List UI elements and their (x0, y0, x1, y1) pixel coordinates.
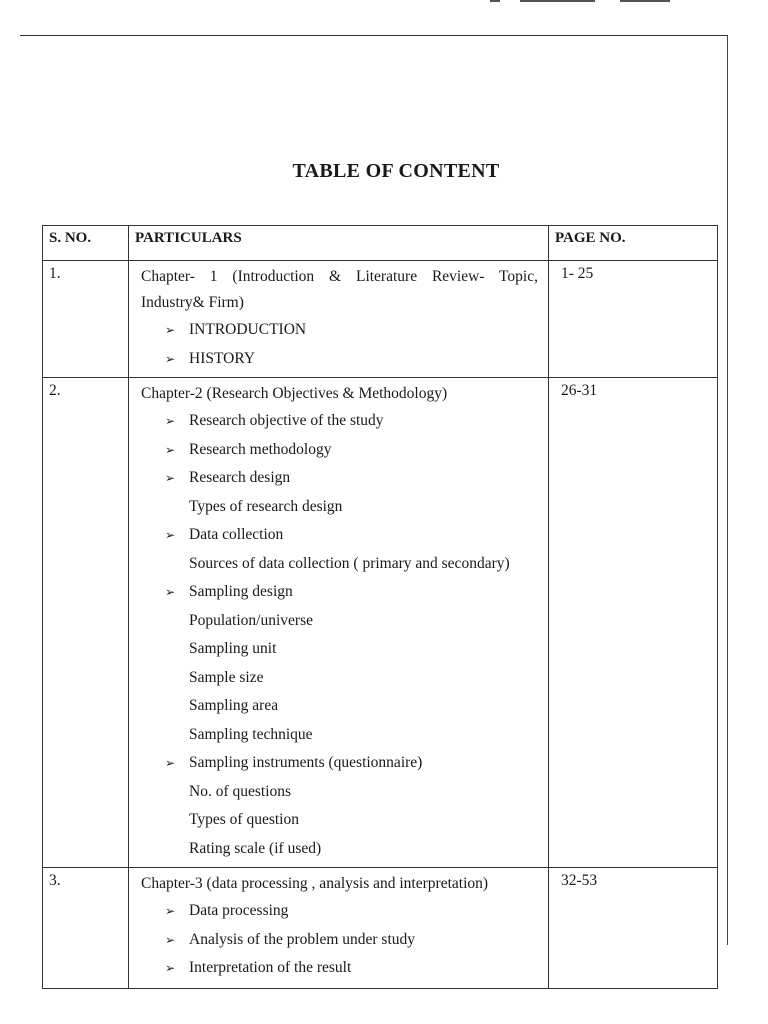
sub-item (141, 550, 538, 579)
arrow-bullet-icon: ➢ (165, 471, 176, 485)
bullet-item (141, 897, 538, 926)
item-text: No. of questions (189, 782, 292, 800)
sub-item (141, 635, 538, 664)
toc-table (42, 225, 718, 989)
item-text: INTRODUCTION (189, 321, 307, 338)
sub-item (141, 692, 538, 721)
arrow-bullet-icon: ➢ (165, 756, 176, 770)
header-particulars: PARTICULARS (129, 226, 549, 261)
serial-number: 3. (43, 868, 129, 989)
sub-item (141, 607, 538, 636)
bullet-item (141, 926, 538, 955)
item-text: Data collection (189, 526, 284, 543)
serial-number: 2. (43, 378, 129, 868)
particulars-cell (129, 868, 549, 989)
toc-row (43, 261, 718, 378)
toc-header-row (43, 226, 718, 261)
item-text: Research design (189, 469, 291, 486)
item-text: HISTORY (189, 349, 256, 367)
item-text: Population/universe (189, 611, 313, 629)
bullet-item (141, 749, 538, 778)
page-range: 1- 25 (549, 261, 718, 378)
header-sno: S. NO. (43, 226, 129, 261)
sub-item (141, 778, 538, 807)
arrow-bullet-icon: ➢ (165, 961, 176, 975)
chapter-title: Chapter-2 (Research Objectives & Methodology) (141, 385, 448, 402)
item-text: Sample size (189, 668, 264, 686)
page-range: 26-31 (549, 378, 718, 868)
bullet-item (141, 316, 538, 345)
item-text: Sampling unit (189, 640, 277, 657)
sub-item (141, 664, 538, 693)
page-border-top (20, 35, 728, 36)
arrow-bullet-icon: ➢ (165, 528, 176, 542)
chapter-title: Chapter-3 (data processing , analysis and interpretation) (141, 875, 489, 892)
arrow-bullet-icon: ➢ (165, 351, 176, 366)
item-text: Research objective of the study (189, 412, 384, 429)
item-text: Data processing (189, 902, 289, 919)
chapter-title: Chapter- 1 (Introduction & Literature Review- Topic, Industry& Firm) (141, 268, 538, 311)
bullet-item (141, 521, 538, 550)
page-range: 32-53 (549, 868, 718, 989)
scan-edge-mark (490, 0, 500, 2)
arrow-bullet-icon: ➢ (165, 932, 176, 947)
sub-item (141, 721, 538, 750)
item-text: Analysis of the problem under study (189, 930, 416, 948)
arrow-bullet-icon: ➢ (165, 904, 176, 918)
item-text: Rating scale (if used) (189, 839, 322, 857)
bullet-item (141, 436, 538, 465)
item-text: Sampling design (189, 583, 293, 600)
arrow-bullet-icon: ➢ (165, 414, 176, 428)
arrow-bullet-icon: ➢ (165, 442, 176, 457)
bullet-item (141, 345, 538, 374)
arrow-bullet-icon: ➢ (165, 323, 176, 337)
sub-item (141, 493, 538, 522)
item-text: Research methodology (189, 440, 332, 458)
item-text: Interpretation of the result (189, 959, 352, 976)
sub-item (141, 806, 538, 835)
toc-row (43, 868, 718, 989)
item-text: Sampling instruments (questionnaire) (189, 754, 423, 771)
item-text: Types of research design (189, 497, 343, 515)
toc-row (43, 378, 718, 868)
header-page-no: PAGE NO. (549, 226, 718, 261)
item-text: Sampling area (189, 697, 279, 714)
arrow-bullet-icon: ➢ (165, 585, 176, 599)
serial-number: 1. (43, 261, 129, 378)
particulars-cell (129, 261, 549, 378)
item-text: Types of question (189, 811, 299, 828)
bullet-item (141, 578, 538, 607)
bullet-item (141, 954, 538, 983)
scan-edge-mark (620, 0, 670, 2)
bullet-item (141, 464, 538, 493)
bullet-item (141, 407, 538, 436)
particulars-cell (129, 378, 549, 868)
item-text: Sampling technique (189, 725, 313, 743)
item-text: Sources of data collection ( primary and secondary) (189, 554, 510, 572)
document-title: TABLE OF CONTENT (292, 160, 500, 182)
sub-item (141, 835, 538, 864)
scan-edge-mark (520, 0, 595, 2)
